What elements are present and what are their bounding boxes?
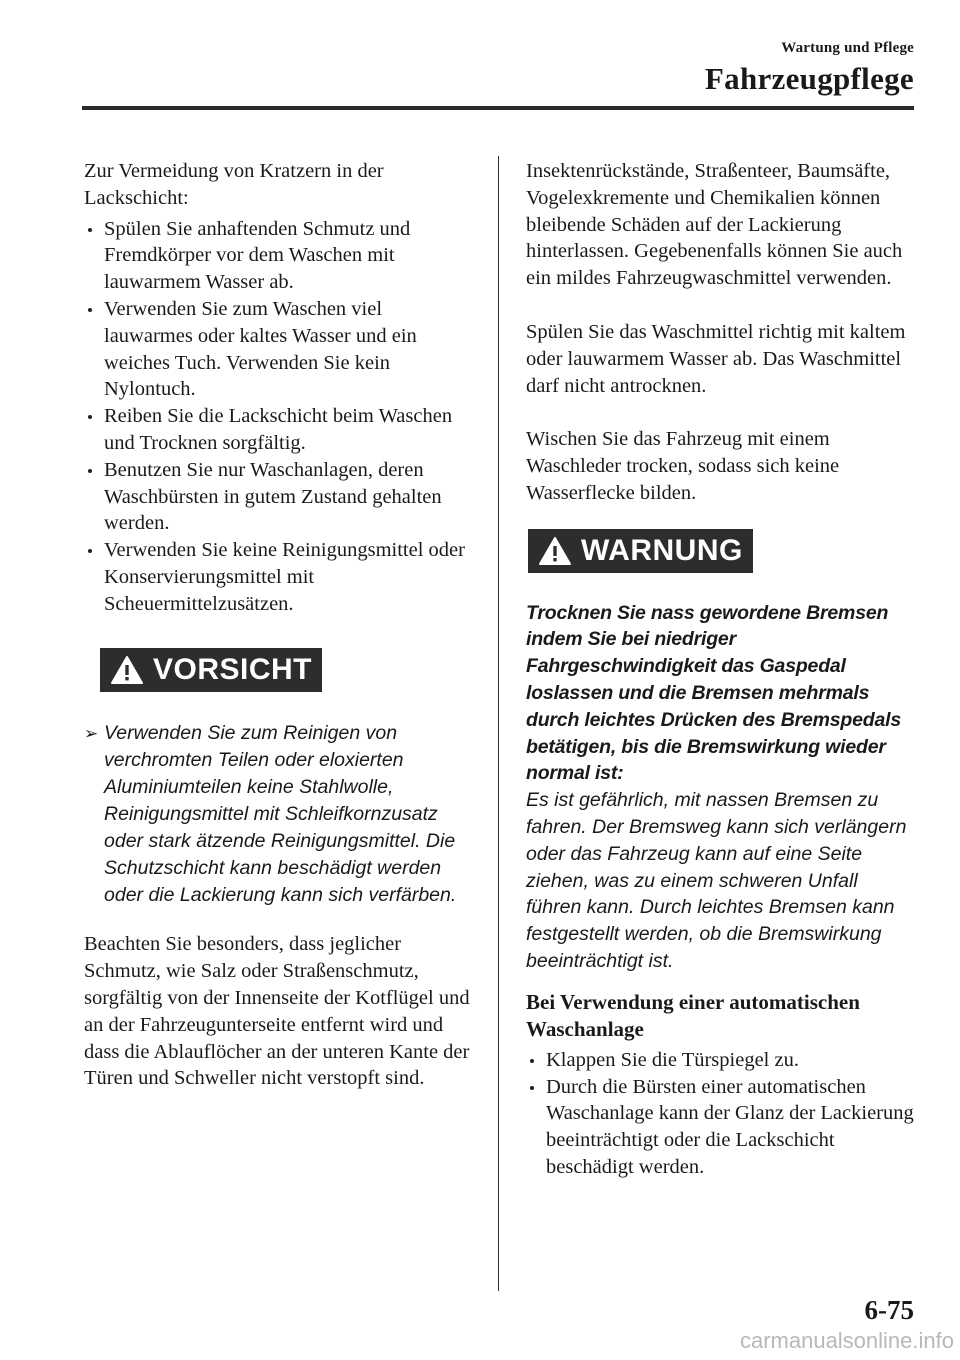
warning-text: Es ist gefährlich, mit nassen Bremsen zu fahren. Der Bremsweg kann sich verlängern oder das Fahrzeug kann auf eine Seite ziehen, was zu einem schweren Unfall führen kann. Durch leichtes Bremsen kann festgestellt werden, ob die Bremswirkung beeinträchtigt ist. <box>526 789 907 972</box>
page-header <box>705 40 914 97</box>
bullet-icon <box>88 216 92 232</box>
list-item: Durch die Bürsten einer automatischen Waschanlage kann der Glanz der Lackierung beeinträchtigt oder die Lackschicht beschädigt werden. <box>526 1074 918 1181</box>
warning-triangle-icon <box>538 536 572 566</box>
body-paragraph: Insektenrückstände, Straßenteer, Baumsäfte, Vogelexkremente und Chemikalien können bleibende Schäden auf der Lackierung hinterlassen. Gegebenenfalls können Sie auch ein mildes Fahrzeugwaschmittel verwenden. <box>526 160 903 290</box>
body-paragraph: Wischen Sie das Fahrzeug mit einem Waschleder trocken, sodass sich keine Wasserflecke bilden. <box>526 428 840 504</box>
subheading: Bei Verwendung einer automatischen Waschanlage <box>526 989 860 1041</box>
page-number: 6-75 <box>864 1295 914 1325</box>
warning-bold-text: Trocknen Sie nass gewordene Bremsen indem Sie bei niedriger Fahrgeschwindigkeit das Gaspedal loslassen und die Bremsen mehrmals durch leichtes Drücken des Bremspedals betätigen, bis die Bremswirkung wieder normal ist: <box>526 601 901 785</box>
vorsicht-badge <box>100 648 322 692</box>
list-item: Benutzen Sie nur Waschanlagen, deren Waschbürsten in gutem Zustand gehalten werden. <box>84 457 474 537</box>
warnung-badge <box>528 529 753 573</box>
arrow-right-icon: ➢ <box>84 724 99 744</box>
right-column <box>526 158 918 1181</box>
body-paragraph: Beachten Sie besonders, dass jeglicher Schmutz, wie Salz oder Straßenschmutz, sorgfältig von der Innenseite der Kotflügel und an der Fahrzeugunterseite entfernt wird und dass die Ablauflöcher an der unteren Kante der Türen und Schweller nicht verstopft sind. <box>84 933 470 1090</box>
bullet-icon <box>88 403 92 419</box>
bullet-icon <box>530 1047 534 1063</box>
list-item: Klappen Sie die Türspiegel zu. <box>526 1047 918 1074</box>
bullet-icon <box>88 457 92 473</box>
warning-note <box>526 600 918 975</box>
chapter-title: Fahrzeugpflege <box>704 61 914 96</box>
column-divider <box>498 156 499 1291</box>
warnung-label: WARNUNG <box>581 533 743 567</box>
carwash-bullet-list <box>526 1047 918 1181</box>
bullet-icon <box>530 1074 534 1090</box>
list-item: Verwenden Sie zum Waschen viel lauwarmes oder kaltes Wasser und ein weiches Tuch. Verwenden Sie kein Nylontuch. <box>84 296 474 403</box>
vorsicht-label: VORSICHT <box>153 652 313 686</box>
bullet-icon <box>88 537 92 553</box>
list-item: Spülen Sie anhaftenden Schmutz und Fremdkörper vor dem Waschen mit lauwarmem Wasser ab. <box>84 216 474 296</box>
list-item: Reiben Sie die Lackschicht beim Waschen und Trocknen sorgfältig. <box>84 403 474 457</box>
warning-triangle-icon <box>110 655 144 685</box>
body-paragraph: Spülen Sie das Waschmittel richtig mit kaltem oder lauwarmem Wasser ab. Das Waschmittel darf nicht antrocknen. <box>526 320 906 397</box>
left-column <box>84 158 474 1092</box>
scratch-bullet-list <box>84 216 474 618</box>
intro-text: Zur Vermeidung von Kratzern in der Lackschicht: <box>84 160 384 209</box>
caution-text: Verwenden Sie zum Reinigen von verchromten Teilen oder eloxierten Aluminiumteilen keine Stahlwolle, Reinigungsmittel mit Schleifkornzusatz oder stark ätzende Reinigungsmittel. Die Schutzschicht kann beschädigt werden oder die Lackierung kann sich verfärben. <box>104 722 457 907</box>
watermark: carmanualsonline.info <box>739 1328 954 1353</box>
bullet-icon <box>88 296 92 312</box>
list-item: Verwenden Sie keine Reinigungsmittel oder Konservierungsmittel mit Scheuermittelzusätzen. <box>84 537 474 617</box>
section-title: Wartung und Pflege <box>781 40 914 56</box>
caution-note <box>84 720 474 909</box>
header-rule <box>82 106 914 110</box>
